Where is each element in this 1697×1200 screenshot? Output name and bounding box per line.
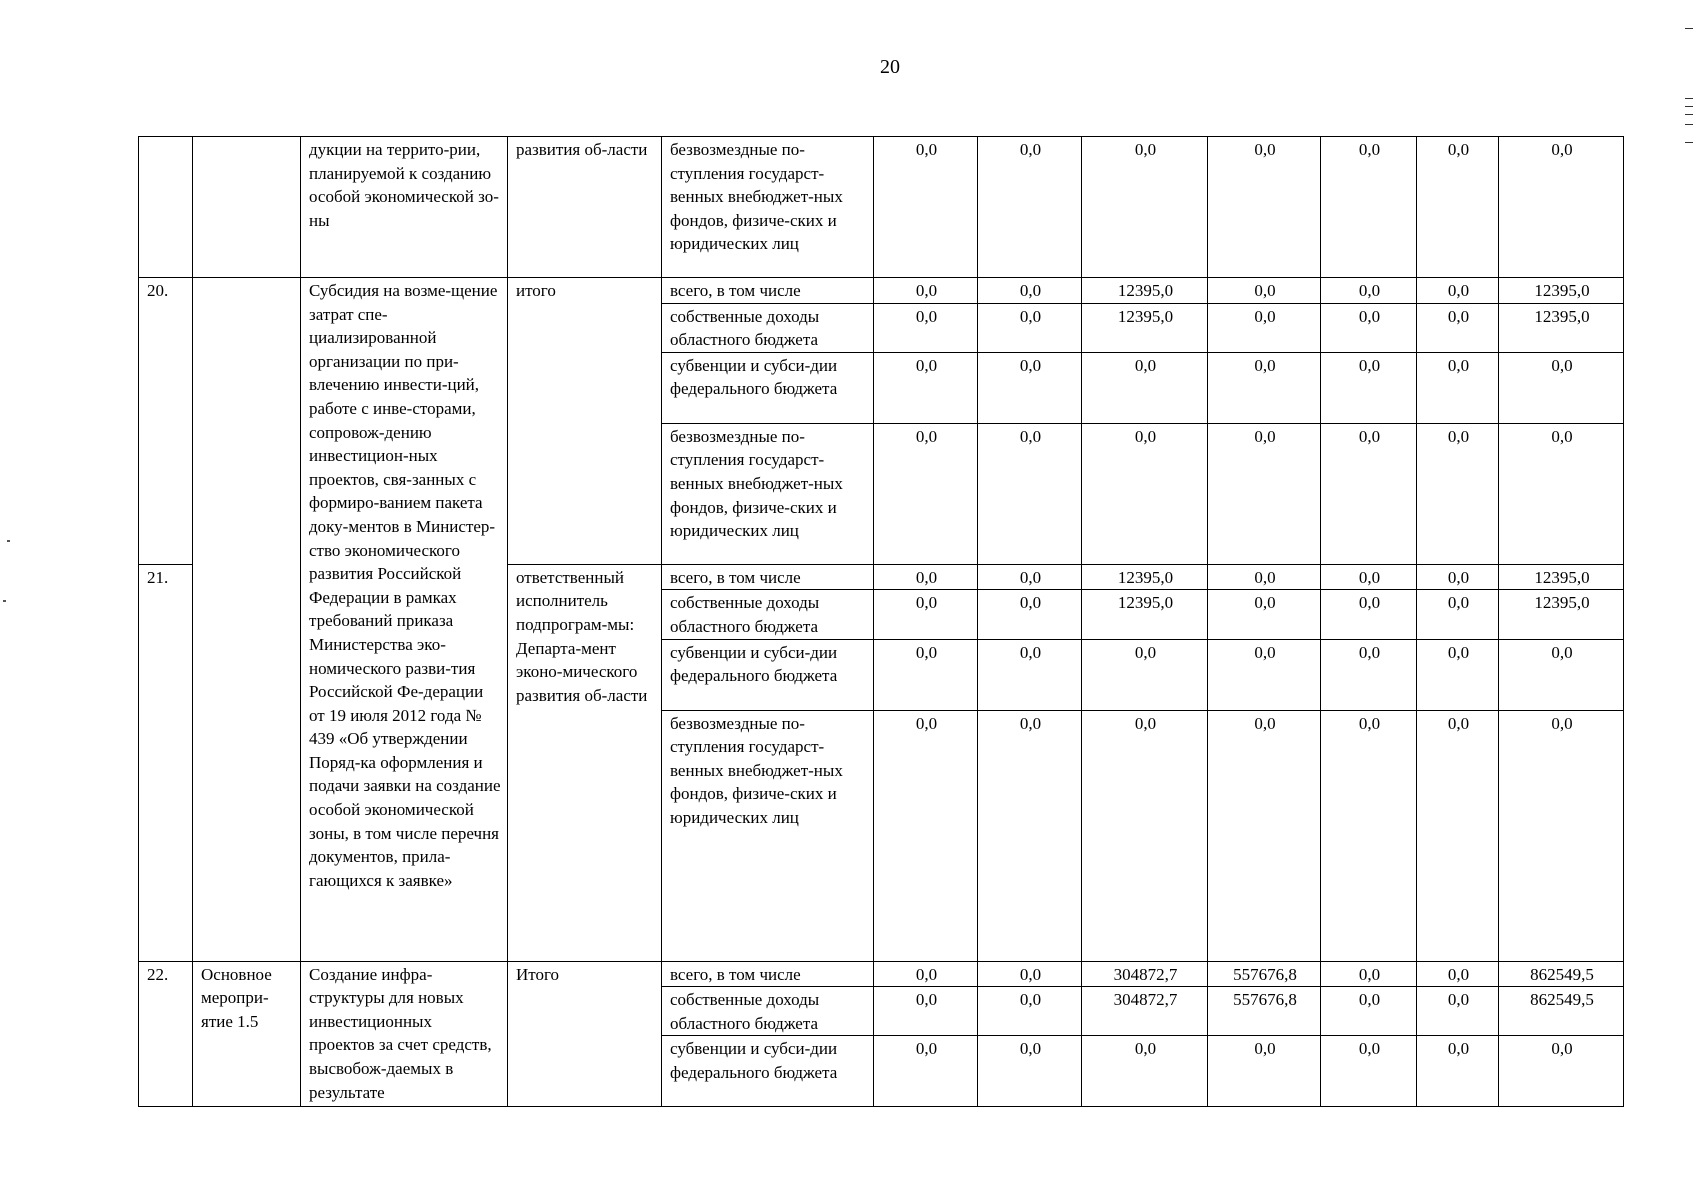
source-cell: всего, в том числе [662,564,874,590]
value-cell: 12395,0 [1082,564,1208,590]
status-cell: Основное меропри-ятие 1.5 [193,961,301,1107]
value-cell: 0,0 [1321,352,1417,423]
value-cell: 12395,0 [1499,564,1624,590]
value-cell: 0,0 [978,961,1082,987]
value-cell: 12395,0 [1082,303,1208,352]
value-cell: 0,0 [1499,639,1624,710]
value-cell: 0,0 [1417,590,1499,639]
value-cell: 0,0 [1321,590,1417,639]
value-cell: 0,0 [1208,352,1321,423]
value-cell: 0,0 [1417,710,1499,961]
source-cell: собственные доходы областного бюджета [662,303,874,352]
value-cell: 0,0 [1208,639,1321,710]
status-cell [193,278,301,962]
table-row [139,961,1624,987]
value-cell: 0,0 [978,987,1082,1036]
value-cell: 0,0 [1321,278,1417,304]
value-cell: 0,0 [978,710,1082,961]
source-cell: всего, в том числе [662,278,874,304]
value-cell: 0,0 [1417,278,1499,304]
value-cell: 0,0 [1208,590,1321,639]
executor-cell: ответственный исполнитель подпрограм-мы: Департа-мент эконо-мического развития об-ласти [508,564,662,961]
table-row [139,278,1624,304]
source-cell: субвенции и субси-дии федерального бюджета [662,352,874,423]
value-cell: 0,0 [978,1036,1082,1107]
value-cell: 0,0 [1208,1036,1321,1107]
value-cell: 0,0 [978,352,1082,423]
value-cell: 0,0 [874,564,978,590]
value-cell: 0,0 [874,639,978,710]
row-number-cell: 21. [139,564,193,961]
value-cell: 0,0 [978,590,1082,639]
value-cell: 0,0 [978,564,1082,590]
value-cell: 12395,0 [1499,303,1624,352]
value-cell: 557676,8 [1208,961,1321,987]
value-cell: 0,0 [978,639,1082,710]
value-cell: 0,0 [1417,352,1499,423]
measure-name-cell: дукции на террито-рии, планируемой к созданию особой экономической зо-ны [301,137,508,278]
value-cell: 0,0 [1208,303,1321,352]
value-cell: 0,0 [1417,137,1499,278]
value-cell: 0,0 [1082,137,1208,278]
value-cell: 0,0 [1208,278,1321,304]
value-cell: 0,0 [874,987,978,1036]
value-cell: 0,0 [1321,987,1417,1036]
scan-speck [3,600,6,602]
value-cell: 0,0 [874,423,978,564]
value-cell: 0,0 [874,1036,978,1107]
value-cell: 0,0 [1082,1036,1208,1107]
value-cell: 862549,5 [1499,987,1624,1036]
value-cell: 0,0 [978,423,1082,564]
value-cell: 12395,0 [1082,278,1208,304]
value-cell: 0,0 [1417,987,1499,1036]
value-cell: 0,0 [1499,1036,1624,1107]
source-cell: всего, в том числе [662,961,874,987]
value-cell: 12395,0 [1499,278,1624,304]
value-cell: 0,0 [874,710,978,961]
executor-cell: развития об-ласти [508,137,662,278]
value-cell: 0,0 [874,137,978,278]
value-cell: 0,0 [1208,137,1321,278]
value-cell: 0,0 [1208,710,1321,961]
value-cell: 0,0 [874,352,978,423]
source-cell: безвозмездные по-ступления государст-венных внебюджет-ных фондов, физиче-ских и юридических лиц [662,137,874,278]
measure-name-cell: Субсидия на возме-щение затрат спе-циализированной организации по при-влечению инвести-ций, работе с инве-сторами, сопровож-дению инвестицион-ных проектов, свя-занных с формиро-ванием пакета доку-ментов в Министер-ство экономического развития Российской Федерации в рамках требований приказа Министерства эко-номического разви-тия Российской Фе-дерации от 19 июля 2012 года № 439 «Об утверждении Поряд-ка оформления и подачи заявки на создание особой экономической зоны, в том числе перечня документов, прила-гающихся к заявке» [301,278,508,962]
budget-table [138,136,1624,1107]
row-number-cell: 22. [139,961,193,1107]
value-cell: 0,0 [874,303,978,352]
value-cell: 0,0 [1499,710,1624,961]
page-number: 20 [880,56,900,78]
source-cell: субвенции и субси-дии федерального бюджета [662,1036,874,1107]
value-cell: 0,0 [978,278,1082,304]
value-cell: 0,0 [1082,423,1208,564]
value-cell: 0,0 [1321,639,1417,710]
value-cell: 0,0 [1417,564,1499,590]
value-cell: 0,0 [874,590,978,639]
measure-name-cell: Создание инфра-структуры для новых инвестиционных проектов за счет средств, высвобож-даемых в результате [301,961,508,1107]
value-cell: 0,0 [1499,137,1624,278]
value-cell: 0,0 [874,278,978,304]
source-cell: безвозмездные по-ступления государст-венных внебюджет-ных фондов, физиче-ских и юридических лиц [662,710,874,961]
value-cell: 0,0 [1082,639,1208,710]
value-cell: 0,0 [1417,303,1499,352]
value-cell: 0,0 [1321,961,1417,987]
value-cell: 557676,8 [1208,987,1321,1036]
value-cell: 0,0 [1321,710,1417,961]
value-cell: 0,0 [1499,423,1624,564]
executor-cell: Итого [508,961,662,1107]
value-cell: 0,0 [1499,352,1624,423]
value-cell: 0,0 [1321,1036,1417,1107]
value-cell: 0,0 [1321,137,1417,278]
value-cell: 0,0 [1417,961,1499,987]
status-cell [193,137,301,278]
value-cell: 0,0 [874,961,978,987]
value-cell: 0,0 [1321,564,1417,590]
source-cell: субвенции и субси-дии федерального бюджета [662,639,874,710]
scan-edge-marks [1683,24,1693,154]
value-cell: 0,0 [1208,564,1321,590]
value-cell: 304872,7 [1082,961,1208,987]
scan-speck [7,540,10,542]
value-cell: 12395,0 [1082,590,1208,639]
value-cell: 0,0 [978,137,1082,278]
value-cell: 0,0 [1417,639,1499,710]
value-cell: 0,0 [1082,710,1208,961]
row-number-cell: 20. [139,278,193,565]
value-cell: 0,0 [1208,423,1321,564]
value-cell: 862549,5 [1499,961,1624,987]
value-cell: 0,0 [1417,1036,1499,1107]
source-cell: собственные доходы областного бюджета [662,590,874,639]
value-cell: 0,0 [1321,303,1417,352]
value-cell: 0,0 [1082,352,1208,423]
value-cell: 0,0 [978,303,1082,352]
row-number-cell [139,137,193,278]
source-cell: безвозмездные по-ступления государст-венных внебюджет-ных фондов, физиче-ских и юридических лиц [662,423,874,564]
source-cell: собственные доходы областного бюджета [662,987,874,1036]
value-cell: 0,0 [1321,423,1417,564]
table-row [139,137,1624,278]
value-cell: 12395,0 [1499,590,1624,639]
value-cell: 0,0 [1417,423,1499,564]
value-cell: 304872,7 [1082,987,1208,1036]
executor-cell: итого [508,278,662,565]
